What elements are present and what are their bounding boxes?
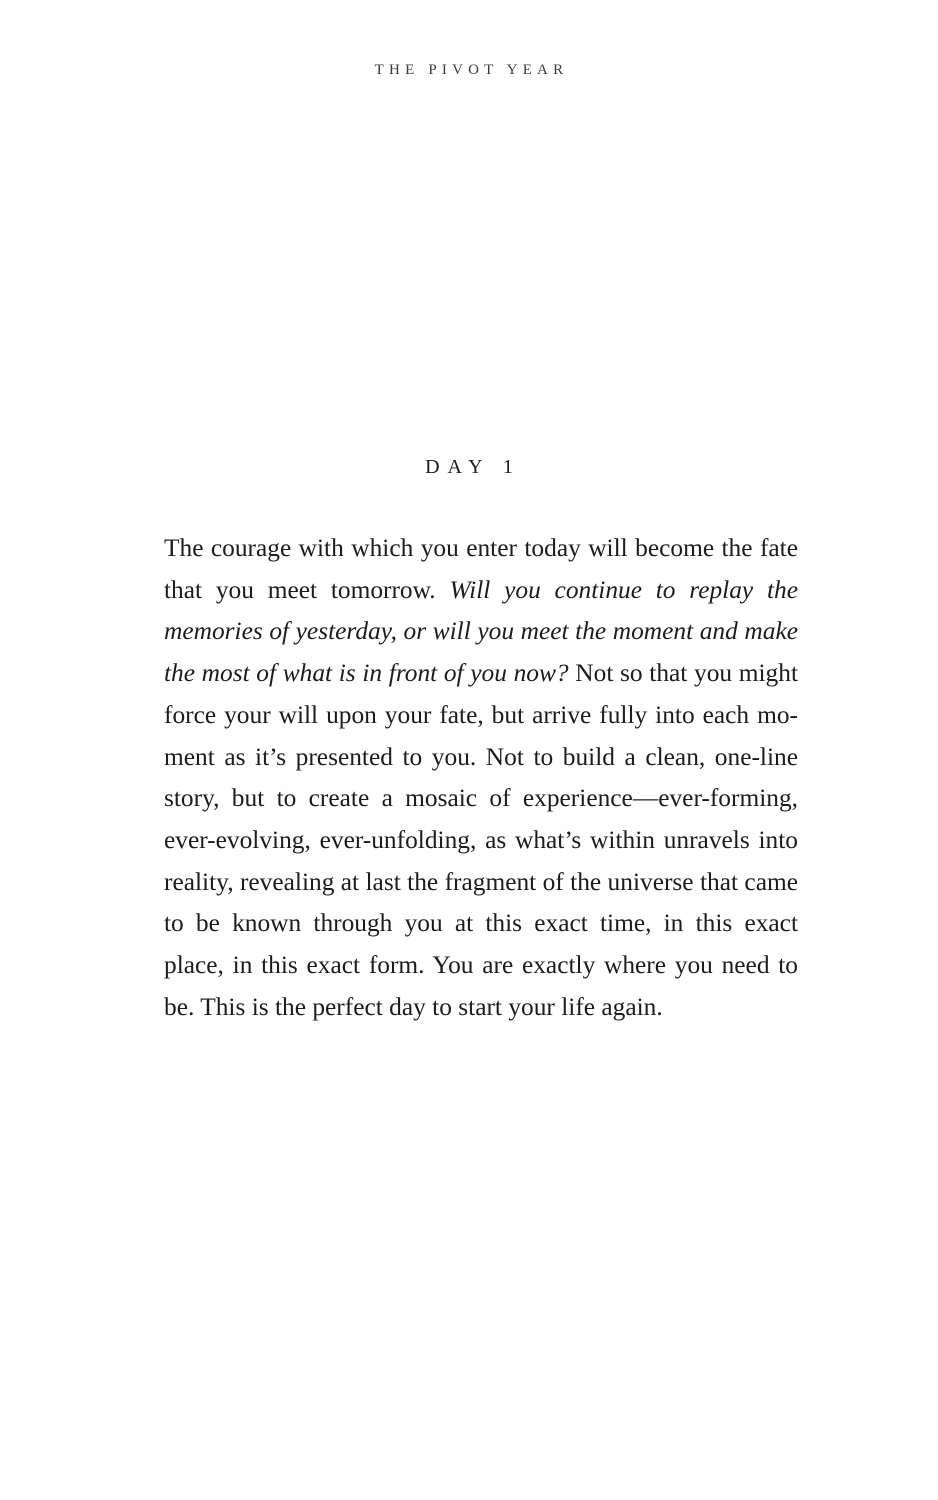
running-head: THE PIVOT YEAR — [374, 62, 569, 78]
body-text-intro: The courage with which you enter today will become the fate that you meet tomorrow. — [164, 534, 798, 604]
body-text-italic-question: Will you continue to replay the memories of yesterday, or will you meet the moment and make the most of what is in front of you now? — [164, 575, 798, 688]
chapter-title: DAY 1 — [425, 456, 521, 478]
body-paragraph — [164, 528, 798, 1028]
body-text-continuation: Not so that you might force your will upon your fate, but arrive fully into each moment as it’s presented to you. Not to build a clean, one-line story, but to create a mosaic of experience—ever-forming, ever-evolving, ever-unfolding, as what’s within unravels into reality, revealing at last the fragment of the universe that came to be known through you at this exact time, in this exact place, in this exact form. You are exactly where you need to be. This is the perfect day to start your life again. — [164, 659, 798, 1021]
